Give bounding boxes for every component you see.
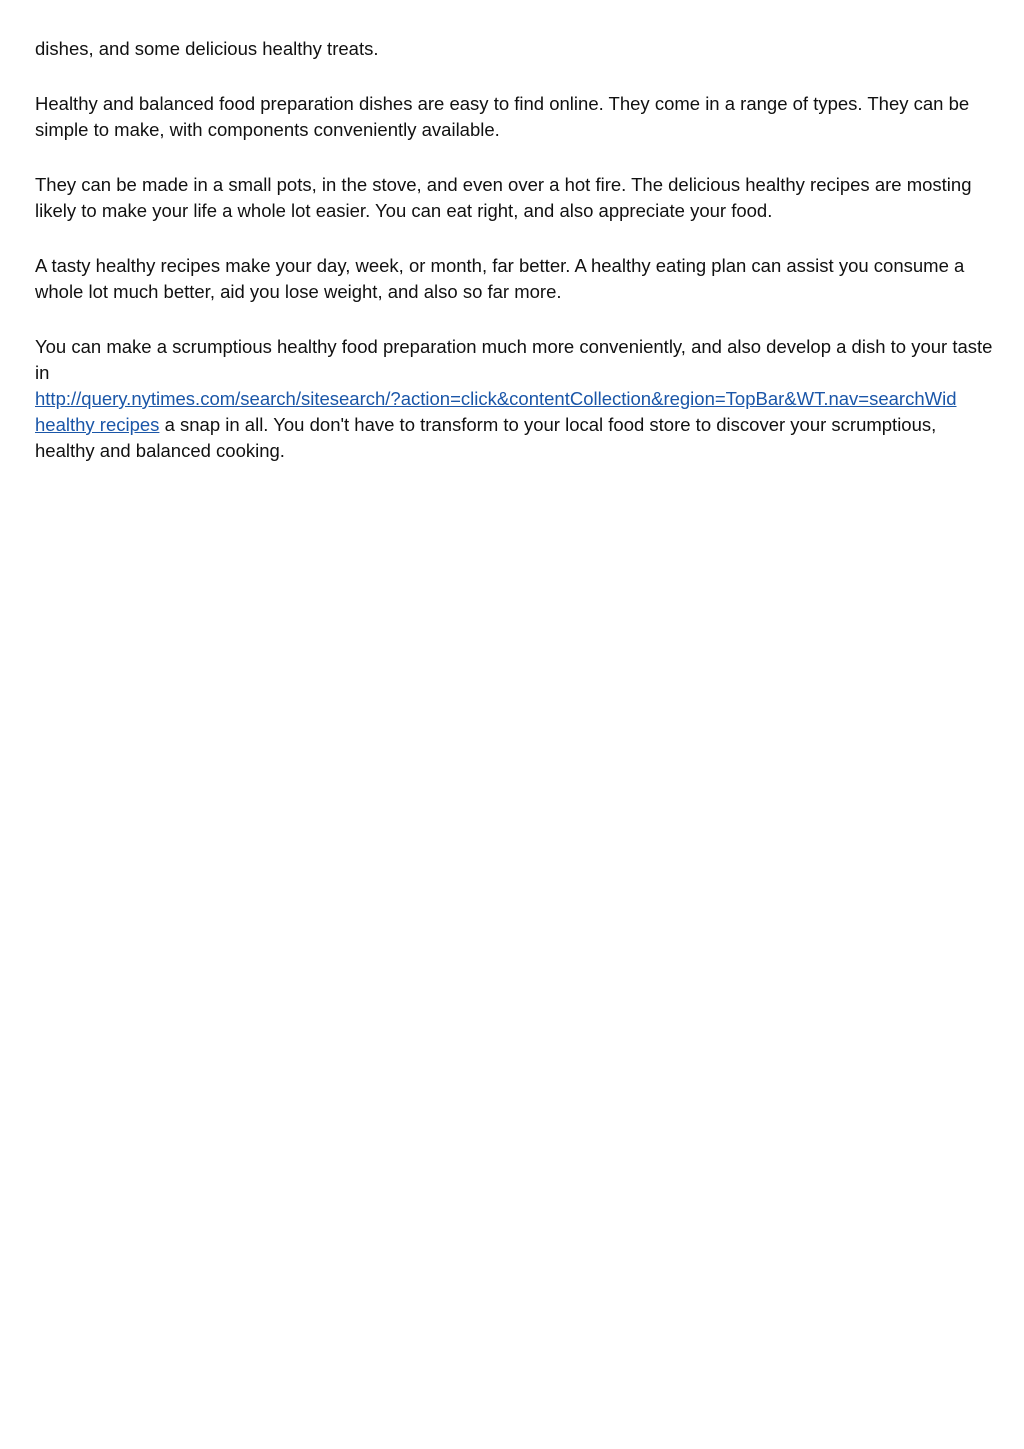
- paragraph-5: [35, 334, 995, 464]
- paragraph-3: They can be made in a small pots, in the stove, and even over a hot fire. The delicious healthy recipes are mosting likely to make your life a whole lot easier. You can eat right, and also appreciate your food.: [35, 174, 972, 221]
- paragraph-4: A tasty healthy recipes make your day, week, or month, far better. A healthy eating plan can assist you consume a whole lot much better, aid you lose weight, and also so far more.: [35, 255, 965, 302]
- paragraph-5-trailing: a snap in all. You don't have to transform to your local food store to discover your scrumptious, healthy and balanced cooking.: [35, 414, 937, 461]
- document-body: [35, 36, 995, 493]
- link-url-text: http://query.nytimes.com/search/sitesearch/?action=click&contentCollection&region=TopBar&WT.nav=searchWid: [35, 388, 957, 409]
- paragraph-5-lead: You can make a scrumptious healthy food preparation much more conveniently, and also develop a dish to your taste in: [35, 336, 993, 383]
- paragraph-1: dishes, and some delicious healthy treats.: [35, 38, 379, 59]
- paragraph-2: Healthy and balanced food preparation dishes are easy to find online. They come in a range of types. They can be simple to make, with components conveniently available.: [35, 93, 970, 140]
- link-anchor-text: healthy recipes: [35, 414, 160, 435]
